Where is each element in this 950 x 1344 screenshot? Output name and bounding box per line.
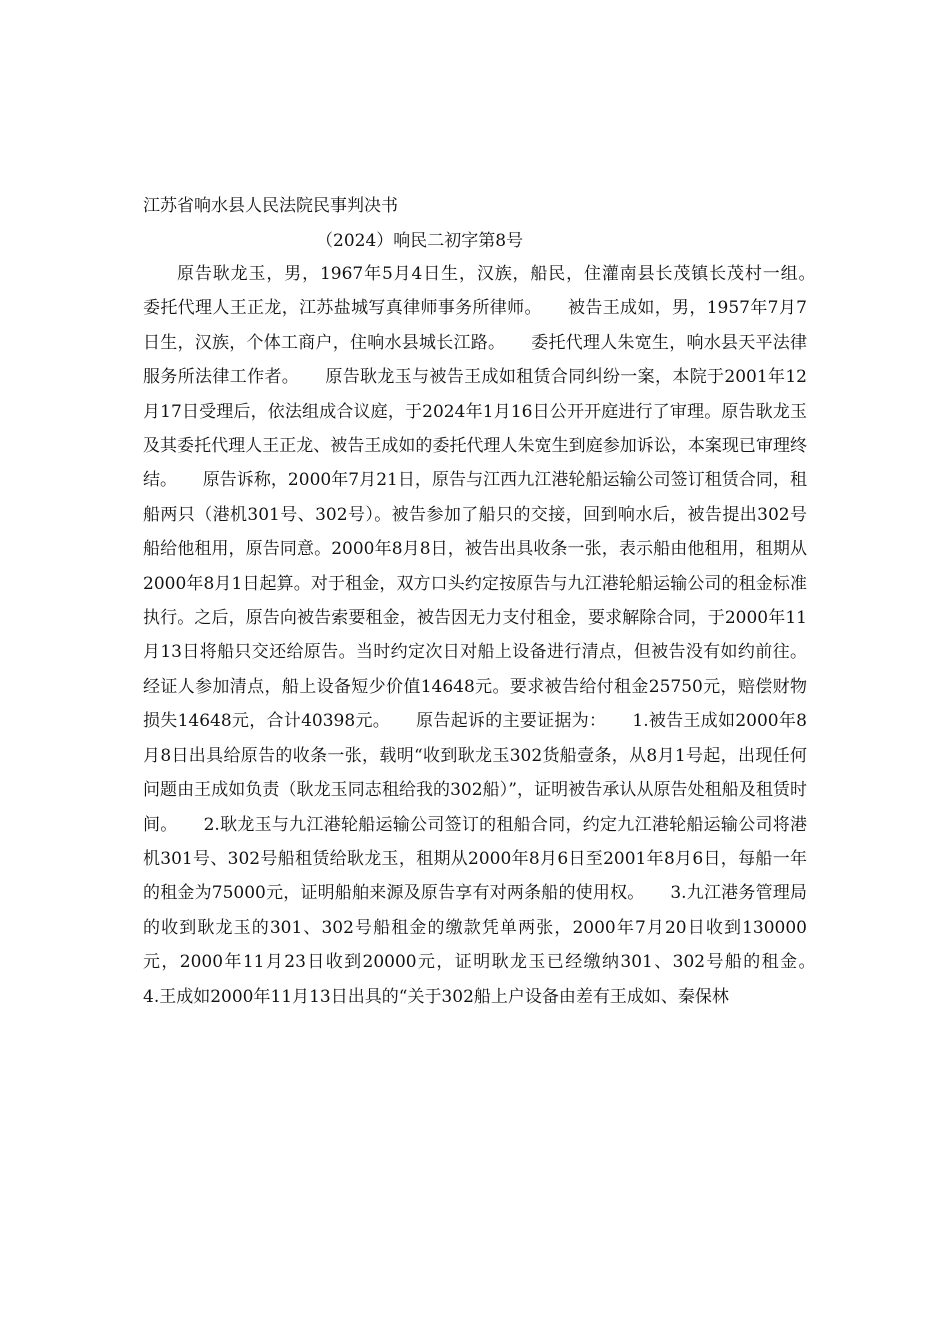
case-number: （2024）响民二初字第8号: [316, 231, 524, 251]
document-body: 原告耿龙玉，男，1967年5月4日生，汉族，船民，住灌南县长茂镇长茂村一组。 委托代理人王正龙，江苏盐城写真律师事务所律师。 被告王成如，男，1957年7月7日生，汉族，个体工商户，住响水县城长江路。 委托代理人朱宽生，响水县天平法律服务所法律工作者。 原告耿龙玉与被告王成如租赁合同纠纷一案，本院于2001年12月17日受理后，依法组成合议庭，于2024年1月16日公开开庭进行了审理。原告耿龙玉及其委托代理人王正龙、被告王成如的委托代理人朱宽生到庭参加诉讼，本案现已审理终结。 原告诉称，2000年7月21日，原告与江西九江港轮船运输公司签订租赁合同，租船两只（港机301号、302号）。被告参加了船只的交接，回到响水后，被告提出302号船给他租用，原告同意。2000年8月8日，被告出具收条一张，表示船由他租用，租期从2000年8月1日起算。对于租金，双方口头约定按原告与九江港轮船运输公司的租金标准执行。之后，原告向被告索要租金，被告因无力支付租金，要求解除合同，于2000年11月13日将船只交还给原告。当时约定次日对船上设备进行清点，但被告没有如约前往。经证人参加清点，船上设备短少价值14648元。要求被告给付租金25750元，赔偿财物损失14648元，合计40398元。 原告起诉的主要证据为： 1.被告王成如2000年8月8日出具给原告的收条一张，载明“收到耿龙玉302货船壹条，从8月1号起，出现任何问题由王成如负责（耿龙玉同志租给我的302船）”，证明被告承认从原告处租船及租赁时间。 2.耿龙玉与九江港轮船运输公司签订的租船合同，约定九江港轮船运输公司将港机301号、302号船租赁给耿龙玉，租期从2000年8月6日至2001年8月6日，每船一年的租金为75000元，证明船舶来源及原告享有对两条船的使用权。 3.九江港务管理局的收到耿龙玉的301、302号船租金的缴款凭单两张，2000年7月20日收到130000元，2000年11月23日收到20000元，证明耿龙玉已经缴纳301、302号船的租金。 4.王成如2000年11月13日出具的“关于302船上户设备由差有王成如、秦保林: [143, 264, 841, 1007]
document-title: 江苏省响水县人民法院民事判决书: [143, 196, 398, 216]
